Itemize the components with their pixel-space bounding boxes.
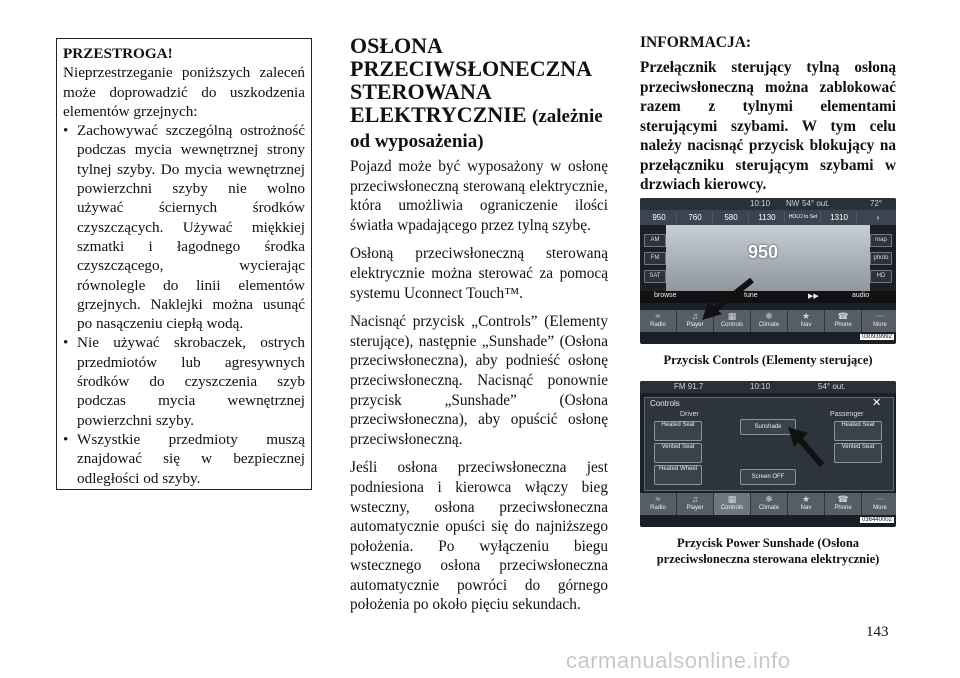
nav-more[interactable]: ⋯ More [862, 493, 896, 515]
status-bar [640, 198, 896, 210]
sat-button[interactable]: SAT [644, 270, 666, 283]
nav-controls[interactable]: ▦ Controls [714, 310, 751, 332]
more-icon: ⋯ [875, 311, 885, 321]
nav-climate[interactable]: ❄ Climate [751, 310, 788, 332]
page-number: 143 [866, 624, 889, 640]
driver-heated-seat-button[interactable]: Heated Seat [654, 421, 702, 441]
section-heading-main: OSŁONA PRZECIWSŁONECZNA STEROWANA ELEKTRYCZNIE [350, 33, 591, 127]
sunshade-section [350, 34, 608, 624]
radio-icon: ≈ [655, 494, 661, 504]
player-icon: ♫ [691, 494, 699, 504]
fm-button[interactable]: FM [644, 252, 666, 265]
map-button[interactable]: map [870, 234, 892, 247]
browse-button[interactable]: browse [654, 292, 677, 299]
warning-box [56, 38, 312, 490]
info-box [640, 34, 896, 195]
status-bar [640, 381, 896, 393]
figure-code: 030939992 [861, 334, 892, 340]
watermark: carmanualsonline.info [566, 648, 791, 673]
figure-code: 036440002 [861, 517, 892, 523]
phone-icon: ☎ [837, 311, 849, 321]
controls-title: Controls [650, 399, 680, 408]
more-icon: ⋯ [875, 494, 885, 504]
phone-icon: ☎ [837, 494, 849, 504]
passenger-label: Passenger [830, 411, 864, 418]
preset-button[interactable]: HOLD to Set [786, 212, 821, 223]
section-paragraph: Osłoną przeciwsłoneczną sterowaną elektrycznie można sterować za pomocą systemu Uconnect Touch™. [350, 245, 608, 302]
warning-intro: Nieprzestrzeganie poniższych zaleceń może doprowadzić do uszkodzenia elementów grzejnych: [63, 64, 305, 120]
nav-phone[interactable]: ☎ Phone [825, 493, 862, 515]
control-bar [640, 291, 896, 303]
clock: 10:10 [750, 199, 771, 208]
pointer-arrow-icon [786, 425, 826, 469]
nav-phone[interactable]: ☎ Phone [825, 310, 862, 332]
station-label: FM 91.7 [674, 382, 704, 391]
heated-wheel-button[interactable]: Heated Wheel [654, 465, 702, 485]
controls-screen-figure [640, 381, 896, 527]
pointer-arrow-icon [698, 278, 758, 322]
preset-button[interactable]: 580 [714, 212, 749, 223]
figure2-caption: Przycisk Power Sunshade (Osłona przeciwsłoneczna sterowana elektrycznie) [656, 536, 880, 566]
next-presets-button[interactable]: › [876, 213, 880, 222]
nav-radio[interactable]: ≈ Radio [640, 493, 677, 515]
warning-item: • Wszystkie przedmioty muszą znajdować się w bezpiecznej odległości od szyby. [63, 430, 305, 488]
screen-off-button[interactable]: Screen OFF [740, 469, 796, 485]
section-paragraph: Nacisnąć przycisk „Controls” (Elementy sterujące), następnie „Sunshade” (Osłona przeciwsłoneczna), aby podnieść osłonę przeciwsłoneczną. Nacisnąć ponownie przycisk „Sunshade” (Osłona przeciwsłoneczna), aby opuścić osłonę przeciwsłoneczną. [350, 313, 608, 448]
clock: 10:10 [750, 382, 771, 391]
nav-nav[interactable]: ★ Nav [788, 493, 825, 515]
nav-climate[interactable]: ❄ Climate [751, 493, 788, 515]
radio-icon: ≈ [655, 311, 661, 321]
climate-icon: ❄ [765, 311, 773, 321]
player-icon: ♫ [691, 311, 699, 321]
nav-bar [640, 310, 896, 332]
driver-label: Driver [680, 411, 699, 418]
section-heading [350, 34, 608, 153]
seek-icon[interactable]: ▶▶ [808, 293, 819, 300]
compass-heading: NW [786, 199, 800, 208]
controls-icon: ▦ [727, 311, 737, 321]
preset-bar [640, 210, 896, 225]
preset-button[interactable]: 1130 [750, 212, 785, 223]
inside-temp: 72° [870, 199, 883, 208]
nav-radio[interactable]: ≈ Radio [640, 310, 677, 332]
warning-item: • Nie używać skrobaczek, ostrych przedmiotów lub agresywnych środków do czyszczenia szyb podczas mycia wewnętrznej powierzchni szyby. [63, 333, 305, 429]
nav-player[interactable]: ♫ Player [677, 310, 714, 332]
radio-screen-figure [640, 198, 896, 344]
outside-temp: 54° out. [802, 199, 830, 208]
sunshade-button[interactable]: Sunshade [740, 419, 796, 435]
warning-item: • Zachowywać szczególną ostrożność podczas mycia wewnętrznej strony tylnej szyby. Do mycia wewnętrznej powierzchni szyby nie wolno używać ściernych środków czyszczących. Używać miękkiej szmatki i łagodnego środka czyszczącego, wycierając równolegle do linii elementów grzejnych. Naklejki można usunąć po nasączeniu ciepłą wodą. [63, 121, 305, 333]
preset-button[interactable]: 1310 [822, 212, 857, 223]
passenger-heated-seat-button[interactable]: Heated Seat [834, 421, 882, 441]
climate-icon: ❄ [765, 494, 773, 504]
warning-list [63, 121, 305, 488]
nav-player[interactable]: ♫ Player [677, 493, 714, 515]
outside-temp: 54° out. [818, 382, 846, 391]
audio-button[interactable]: audio [852, 292, 870, 299]
hd-icon[interactable]: HD [870, 270, 892, 283]
nav-nav[interactable]: ★ Nav [788, 310, 825, 332]
section-heading-suffix: (zależnie od wyposażenia) [350, 106, 603, 152]
tune-button[interactable]: tune [744, 292, 758, 299]
passenger-vented-seat-button[interactable]: Vented Seat [834, 443, 882, 463]
info-title: INFORMACJA: [640, 34, 752, 51]
section-paragraph: Jeśli osłona przeciwsłoneczna jest podniesiona i kierowca włączy bieg wsteczny, osłona przeciwsłoneczna automatycznie opuści się do najniższego położenia. Po wyłączeniu biegu wstecznego osłona przeciwsłoneczna automatycznie powróci do górnego położenia po około pięciu sekundach. [350, 459, 608, 614]
nav-icon: ★ [801, 311, 811, 321]
close-icon[interactable]: ✕ [872, 397, 882, 409]
preset-button[interactable]: 950 [642, 212, 677, 223]
driver-vented-seat-button[interactable]: Vented Seat [654, 443, 702, 463]
nav-more[interactable]: ⋯ More [862, 310, 896, 332]
nav-icon: ★ [801, 494, 811, 504]
controls-icon: ▦ [727, 494, 737, 504]
section-paragraph: Pojazd może być wyposażony w osłonę przeciwsłoneczną sterowaną elektrycznie, która umożliwia ograniczenie ilości światła wpadającego przez tylną szybę. [350, 158, 608, 234]
preset-button[interactable]: 760 [678, 212, 713, 223]
warning-title: PRZESTROGA! [63, 45, 173, 62]
photo-button[interactable]: photo [870, 252, 892, 265]
nav-bar [640, 493, 896, 515]
nav-controls[interactable]: ▦ Controls [714, 493, 751, 515]
am-button[interactable]: AM [644, 234, 666, 247]
info-body: Przełącznik sterujący tylną osłoną przeciwsłoneczną można zablokować razem z tylnymi elementami sterującymi szybami. W tym celu należy nacisnąć przycisk blokujący na przełączniku sterującym szybami w drzwiach kierowcy. [640, 59, 896, 193]
figure1-caption: Przycisk Controls (Elementy sterujące) [663, 353, 873, 367]
station-frequency: 950 [748, 242, 779, 262]
